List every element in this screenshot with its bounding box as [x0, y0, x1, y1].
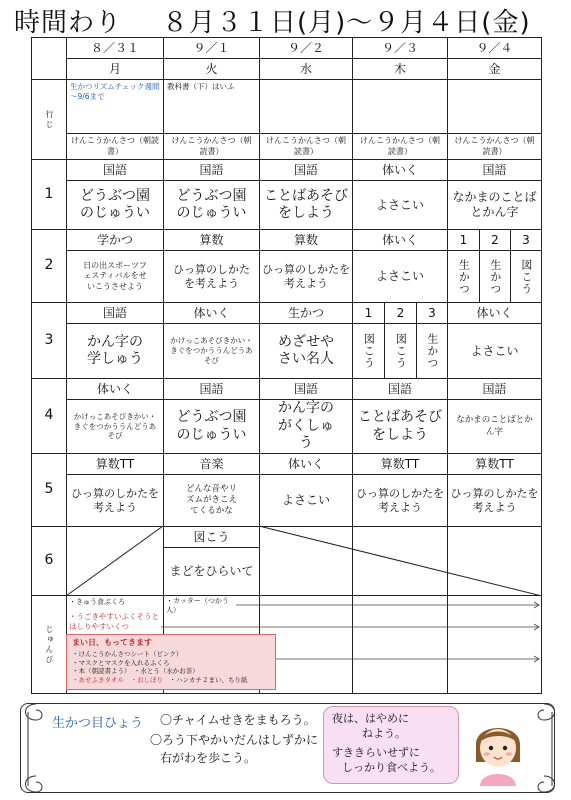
p1-wed-activity: ことばあそびをしよう [259, 180, 353, 230]
date-wed: ９／２ [259, 37, 353, 59]
p6-tue-subject: 図こう [163, 526, 260, 548]
p2-tue-activity: ひっ算のしかたを考えよう [163, 250, 260, 303]
junbi-mon-item-1: ・きゅう食ぶくろ [69, 598, 125, 606]
p3-thu-num-3: 3 [416, 302, 448, 324]
life-goal-line-3: 右がわを歩こう。 [160, 751, 257, 765]
gyoji-wed [259, 79, 353, 134]
period-3: 3 [31, 302, 67, 379]
p4-tue-activity: どうぶつ園のじゅうい [163, 399, 260, 454]
health-tue: けんこうかんさつ（朝読書） [163, 133, 260, 160]
girl-illustration-icon [466, 712, 530, 786]
p1-thu-subject: 体いく [352, 159, 448, 181]
p2-thu-activity: よさこい [352, 250, 448, 303]
day-wed: 水 [259, 58, 353, 80]
period-2: 2 [31, 229, 67, 303]
day-thu: 木 [352, 58, 448, 80]
health-thu: けんこうかんさつ（朝読書） [352, 133, 448, 160]
p6-fri-empty [447, 526, 542, 596]
p1-fri-subject: 国語 [447, 159, 542, 181]
day-tue: 火 [163, 58, 260, 80]
p4-mon-activity: かけっこあそびきかい・きぐをつかううんどうあそび [66, 399, 164, 454]
junbi-label-cell [31, 595, 67, 694]
p2-mon-activity: 日の出スポーツフェスティバルをせいこうさせよう [66, 250, 164, 303]
life-goal-label: 生かつ目ひょう [52, 716, 144, 731]
title-main: 時間わり [14, 7, 123, 38]
p3-thu-num-1: 1 [352, 302, 385, 324]
p2-fri-item-2: 生かつ [479, 250, 511, 303]
day-fri: 金 [447, 58, 542, 80]
p3-wed-activity: めざせやさい名人 [259, 323, 353, 379]
p5-wed-subject: 体いく [259, 453, 353, 475]
date-thu: ９／３ [352, 37, 448, 59]
p1-fri-activity: なかまのことばとかん字 [447, 180, 542, 230]
p3-thu-item-2: 図こう [384, 323, 417, 379]
p2-fri-num-3: 3 [510, 229, 542, 251]
p5-fri-subject: 算数TT [447, 453, 542, 475]
bubble-line-2: ねよう。 [362, 726, 406, 740]
p1-tue-activity: どうぶつ園のじゅうい [163, 180, 260, 230]
p4-fri-activity: なかまのことばとかん字 [447, 399, 542, 454]
health-mon: けんこうかんさつ（朝読書） [66, 133, 164, 160]
date-fri: ９／４ [447, 37, 542, 59]
p5-mon-activity: ひっ算のしかたを考えよう [66, 474, 164, 527]
p2-fri-num-2: 2 [479, 229, 511, 251]
page-title [14, 2, 564, 38]
scroll-curl-left-icon [14, 698, 44, 798]
p4-mon-subject: 体いく [66, 378, 164, 400]
daily-items-notice [66, 634, 276, 690]
p4-tue-subject: 国語 [163, 378, 260, 400]
p2-thu-subject: 体いく [352, 229, 448, 251]
p1-mon-activity: どうぶつ園のじゅうい [66, 180, 164, 230]
gyoji-label-cell [31, 79, 67, 160]
gyoji-tue: 教科書（下）はいふ [163, 79, 260, 134]
p5-thu-subject: 算数TT [352, 453, 448, 475]
gyoji-mon: 生かつリズムチェック週間～9/6まで [66, 79, 164, 134]
p3-thu-num-2: 2 [384, 302, 417, 324]
p2-wed-activity: ひっ算のしかたを考えよう [259, 250, 353, 303]
p3-fri-subject: 体いく [447, 302, 542, 324]
p1-tue-subject: 国語 [163, 159, 260, 181]
p3-tue-activity: かけっこあそびきかい・きぐをつかううんどうあそび [163, 323, 260, 379]
junbi-tue-item: ・カッター（つかう人） [166, 597, 229, 615]
p1-mon-subject: 国語 [66, 159, 164, 181]
p5-wed-activity: よさこい [259, 474, 353, 527]
p3-mon-activity: かん字の学しゅう [66, 323, 164, 379]
p4-thu-activity: ことばあそびをしよう [352, 399, 448, 454]
health-fri: けんこうかんさつ（朝読書） [447, 133, 542, 160]
gyoji-fri [447, 79, 542, 134]
p3-thu-item-1: 図こう [352, 323, 385, 379]
life-goal-line-2: 〇ろう下やかいだんはしずかに [150, 733, 319, 747]
p5-thu-activity: ひっ算のしかたを考えよう [352, 474, 448, 527]
life-goal-line-1: 〇チャイムせきをまもろう。 [160, 713, 316, 727]
p5-fri-activity: ひっ算のしかたを考えよう [447, 474, 542, 527]
junbi-thu [352, 595, 448, 694]
p4-wed-activity: かん字のがくしゅう [259, 399, 353, 454]
p3-wed-subject: 生かつ [259, 302, 353, 324]
p1-wed-subject: 国語 [259, 159, 353, 181]
corner-cell [31, 37, 67, 80]
date-tue: ９／１ [163, 37, 260, 59]
p1-thu-activity: よさこい [352, 180, 448, 230]
p5-tue-activity: どんな音やリズムがきこえてくるかな [163, 474, 260, 527]
p4-fri-subject: 国語 [447, 378, 542, 400]
junbi-label: じゅんび [45, 624, 54, 665]
notice-line-3: ・本（朝読書よう） ・水とう（水かお茶） [72, 667, 199, 676]
p6-tue-activity: まどをひらいて [163, 547, 260, 596]
p6-mon-empty [66, 526, 164, 596]
p5-tue-subject: 音楽 [163, 453, 260, 475]
p2-tue-subject: 算数 [163, 229, 260, 251]
title-range: ８月３１日(月)～９月４日(金) [162, 7, 531, 38]
scroll-curl-right-icon [536, 698, 566, 798]
bubble-line-1: 夜は、はやめに [332, 712, 409, 725]
period-6: 6 [31, 526, 67, 596]
p3-thu-item-3: 生かつ [416, 323, 448, 379]
p4-thu-subject: 国語 [352, 378, 448, 400]
notice-line-4: ・あせふきタオル ・おしぼり ・ハンカチ２まい、ちり紙 [72, 676, 248, 685]
timetable [31, 37, 542, 694]
p4-wed-subject: 国語 [259, 378, 353, 400]
p6-thu-empty [352, 526, 448, 596]
junbi-mon-item-2: ・うごきやすいふくそうとはしりやすいくつ [69, 612, 159, 631]
p2-fri-item-1: 生かつ [447, 250, 480, 303]
period-5: 5 [31, 453, 67, 527]
p2-mon-subject: 学かつ [66, 229, 164, 251]
p2-wed-subject: 算数 [259, 229, 353, 251]
gyoji-thu [352, 79, 448, 134]
bubble-line-4: しっかり食べよう。 [342, 760, 441, 774]
p5-mon-subject: 算数TT [66, 453, 164, 475]
date-mon: ８／３１ [66, 37, 164, 59]
health-wed: けんこうかんさつ（朝読書） [259, 133, 353, 160]
bubble-line-3: すききらいせずに [332, 745, 420, 759]
day-mon: 月 [66, 58, 164, 80]
junbi-fri [447, 595, 542, 694]
p2-fri-num-1: 1 [447, 229, 480, 251]
p3-fri-activity: よさこい [447, 323, 542, 379]
notice-line-2: ・マスクとマスクを入れるふくろ [72, 658, 170, 667]
period-1: 1 [31, 159, 67, 230]
p3-mon-subject: 国語 [66, 302, 164, 324]
notice-heading: まい日、もってきます [72, 638, 152, 647]
period-4: 4 [31, 378, 67, 454]
speech-bubble [323, 706, 459, 784]
p2-fri-item-3: 図こう [510, 250, 542, 303]
p6-wed-empty [259, 526, 353, 596]
p3-tue-subject: 体いく [163, 302, 260, 324]
notice-line-1: ・けんこうかんさつシート（ピンク） [72, 649, 183, 658]
gyoji-label: 行じ [45, 109, 54, 130]
